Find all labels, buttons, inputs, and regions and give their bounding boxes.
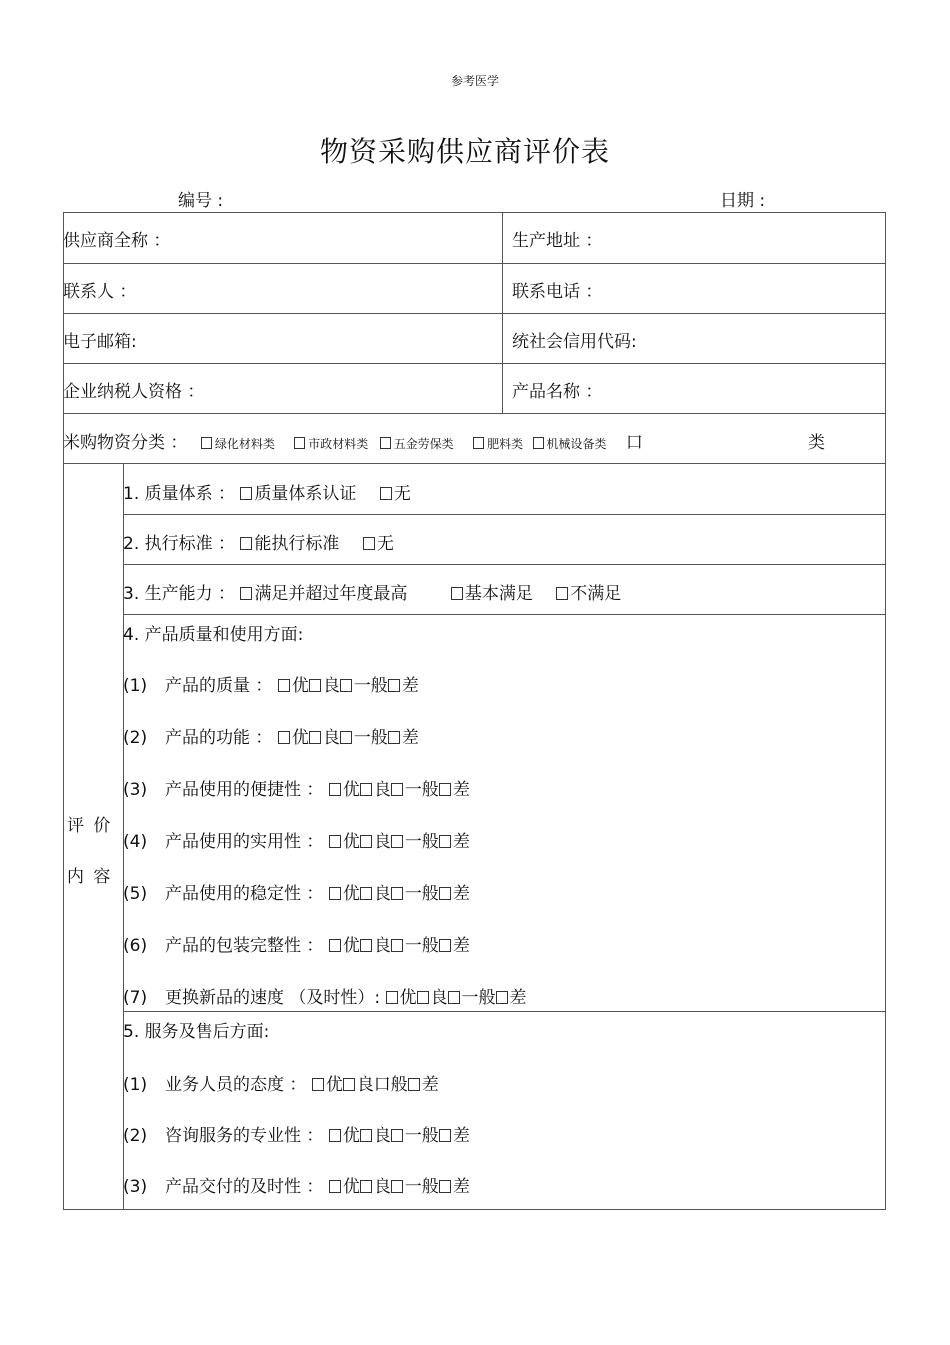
checkbox-icon[interactable]	[439, 1180, 451, 1193]
q5-item: (1) 业务人员的态度 ： 优 良口般 差	[123, 1075, 439, 1095]
credit-code-field[interactable]: 统社会信用代码:	[512, 332, 637, 352]
execution-standard-row: 2. 执行标准 ： 能执行标准 无	[123, 534, 394, 554]
q5-heading: 5. 服务及售后方面:	[123, 1022, 270, 1042]
grade-option[interactable]: 优	[312, 1075, 343, 1095]
production-capacity-option[interactable]: 基本满足	[451, 584, 533, 604]
checkbox-icon[interactable]	[391, 783, 403, 796]
grade-option[interactable]: 良	[360, 780, 391, 800]
grade-option[interactable]: 优	[329, 832, 360, 852]
grade-option[interactable]: 一般	[391, 936, 439, 956]
quality-system-option[interactable]: 质量体系认证	[240, 484, 356, 504]
grade-option[interactable]: 差	[388, 676, 419, 696]
category-row	[63, 428, 643, 453]
grade-option[interactable]: 良	[309, 676, 340, 696]
q4-item: (2) 产品的功能 ： 优 良 一般 差	[123, 728, 419, 748]
checkbox-icon[interactable]	[556, 587, 568, 600]
checkbox-icon[interactable]	[360, 783, 372, 796]
checkbox-icon[interactable]	[312, 1078, 324, 1091]
grade-option[interactable]: 一般	[448, 988, 496, 1008]
checkbox-icon[interactable]	[240, 487, 252, 500]
checkbox-icon[interactable]	[388, 731, 400, 744]
number-label: 编号 :	[178, 191, 224, 211]
checkbox-icon[interactable]	[340, 731, 352, 744]
grade-option[interactable]: 良	[360, 884, 391, 904]
contact-person-field[interactable]: 联系人 ：	[63, 282, 137, 302]
checkbox-icon[interactable]	[391, 887, 403, 900]
checkbox-icon[interactable]	[391, 939, 403, 952]
q5-item: (2) 咨询服务的专业性 ： 优 良 一般 差	[123, 1126, 470, 1146]
checkbox-icon[interactable]	[329, 1129, 341, 1142]
q4-item: (1) 产品的质量 ： 优 良 一般 差	[123, 676, 419, 696]
checkbox-icon[interactable]	[329, 1180, 341, 1193]
checkbox-icon[interactable]	[360, 887, 372, 900]
grade-option[interactable]: 优	[329, 936, 360, 956]
grade-option[interactable]: 优	[329, 1177, 360, 1197]
q4-item: (4) 产品使用的实用性 ： 优 良 一般 差	[123, 832, 470, 852]
checkbox-icon[interactable]	[329, 783, 341, 796]
date-label: 日期 :	[720, 191, 766, 211]
grade-option[interactable]: 良	[309, 728, 340, 748]
checkbox-icon[interactable]	[360, 835, 372, 848]
q5-item: (3) 产品交付的及时性 ： 优 良 一般 差	[123, 1177, 470, 1197]
grade-option[interactable]: 优	[329, 1126, 360, 1146]
grade-option[interactable]: 差	[408, 1075, 439, 1095]
grade-option[interactable]: 一般	[391, 884, 439, 904]
eval-label-line2: 内 容	[67, 867, 113, 887]
grade-option[interactable]: 优	[386, 988, 417, 1008]
grade-option[interactable]: 差	[439, 832, 470, 852]
checkbox-icon[interactable]	[439, 783, 451, 796]
quality-system-row: 1. 质量体系 ： 质量体系认证 无	[123, 484, 411, 504]
checkbox-icon[interactable]	[240, 537, 252, 550]
category-label: 米购物资分类 ：	[63, 433, 188, 453]
quality-system-option[interactable]: 无	[380, 484, 411, 504]
checkbox-icon[interactable]	[439, 939, 451, 952]
checkbox-icon[interactable]	[340, 679, 352, 692]
contact-phone-field[interactable]: 联系电话 ：	[512, 282, 603, 302]
production-capacity-option[interactable]: 不满足	[556, 584, 621, 604]
grade-option[interactable]: 一般	[340, 728, 388, 748]
checkbox-icon[interactable]	[360, 939, 372, 952]
grade-option[interactable]: 差	[439, 1126, 470, 1146]
checkbox-icon[interactable]	[360, 1129, 372, 1142]
checkbox-icon[interactable]	[363, 537, 375, 550]
grade-option[interactable]: 差	[388, 728, 419, 748]
checkbox-icon[interactable]	[329, 835, 341, 848]
q4-item: (6) 产品的包装完整性 ： 优 良 一般 差	[123, 936, 470, 956]
checkbox-icon[interactable]	[391, 1180, 403, 1193]
execution-standard-option[interactable]: 无	[363, 534, 394, 554]
product-name-field[interactable]: 产品名称 ：	[512, 382, 603, 402]
grade-option[interactable]: 优	[278, 676, 309, 696]
category-option[interactable]: 机械设备类	[533, 437, 607, 451]
grade-option[interactable]: 良	[360, 1126, 391, 1146]
grade-option[interactable]: 一般	[391, 832, 439, 852]
grade-option[interactable]: 优	[329, 884, 360, 904]
grade-option[interactable]: 一般	[340, 676, 388, 696]
category-option[interactable]: 绿化材料类	[201, 437, 275, 451]
q4-item: (7) 更换新品的速度 （及时性）: 优 良 一般 差	[123, 988, 527, 1008]
checkbox-icon[interactable]	[278, 731, 290, 744]
grade-option[interactable]: 一般	[391, 780, 439, 800]
grade-option[interactable]: 良口般	[343, 1075, 408, 1095]
checkbox-icon[interactable]	[309, 679, 321, 692]
production-capacity-row: 3. 生产能力 ： 满足并超过年度最高 基本满足 不满足	[123, 584, 622, 604]
grade-option[interactable]: 差	[439, 780, 470, 800]
checkbox-icon[interactable]	[439, 835, 451, 848]
checkbox-icon[interactable]	[417, 991, 429, 1004]
checkbox-icon[interactable]	[380, 437, 391, 449]
checkbox-icon[interactable]	[408, 1078, 420, 1091]
category-other-mark[interactable]: 口	[625, 433, 643, 453]
category-option[interactable]: 市政材料类	[294, 437, 368, 451]
grade-option[interactable]: 良	[417, 988, 448, 1008]
q4-item: (5) 产品使用的稳定性 ： 优 良 一般 差	[123, 884, 470, 904]
grade-option[interactable]: 差	[439, 884, 470, 904]
page-title: 物资采购供应商评价表	[319, 135, 610, 168]
checkbox-icon[interactable]	[329, 939, 341, 952]
grade-option[interactable]: 差	[496, 988, 527, 1008]
checkbox-icon[interactable]	[329, 887, 341, 900]
checkbox-icon[interactable]	[391, 1129, 403, 1142]
checkbox-icon[interactable]	[360, 1180, 372, 1193]
checkbox-icon[interactable]	[533, 437, 544, 449]
q4-item: (3) 产品使用的便捷性 ： 优 良 一般 差	[123, 780, 470, 800]
production-address-field[interactable]: 生产地址 ：	[512, 231, 603, 251]
checkbox-icon[interactable]	[386, 991, 398, 1004]
taxpayer-qualification-field[interactable]: 企业纳税人资格 ：	[63, 382, 205, 402]
grade-option[interactable]: 良	[360, 832, 391, 852]
checkbox-icon[interactable]	[439, 1129, 451, 1142]
supplier-name-field[interactable]: 供应商全称 ：	[63, 231, 171, 251]
q4-heading: 4. 产品质量和使用方面:	[123, 625, 304, 645]
checkbox-icon[interactable]	[448, 991, 460, 1004]
checkbox-icon[interactable]	[391, 835, 403, 848]
checkbox-icon[interactable]	[278, 679, 290, 692]
eval-label-line1: 评 价	[67, 816, 113, 836]
checkbox-icon[interactable]	[201, 437, 212, 449]
grade-option[interactable]: 一般	[391, 1177, 439, 1197]
checkbox-icon[interactable]	[240, 587, 252, 600]
category-option[interactable]: 五金劳保类	[380, 437, 454, 451]
email-field[interactable]: 电子邮箱:	[63, 332, 137, 352]
checkbox-icon[interactable]	[309, 731, 321, 744]
grade-option[interactable]: 优	[329, 780, 360, 800]
production-capacity-option[interactable]: 满足并超过年度最高	[240, 584, 407, 604]
checkbox-icon[interactable]	[388, 679, 400, 692]
checkbox-icon[interactable]	[473, 437, 484, 449]
evaluation-table	[63, 212, 886, 1210]
checkbox-icon[interactable]	[294, 437, 305, 449]
grade-option[interactable]: 一般	[391, 1126, 439, 1146]
grade-option[interactable]: 差	[439, 936, 470, 956]
header-note: 参考医学	[450, 74, 499, 88]
category-option[interactable]: 肥料类	[473, 437, 523, 451]
checkbox-icon[interactable]	[439, 887, 451, 900]
execution-standard-option[interactable]: 能执行标准	[240, 534, 339, 554]
grade-option[interactable]: 优	[278, 728, 309, 748]
category-suffix: 类	[808, 433, 825, 453]
checkbox-icon[interactable]	[451, 587, 463, 600]
checkbox-icon[interactable]	[496, 991, 508, 1004]
grade-option[interactable]: 差	[439, 1177, 470, 1197]
checkbox-icon[interactable]	[343, 1078, 355, 1091]
grade-option[interactable]: 良	[360, 1177, 391, 1197]
grade-option[interactable]: 良	[360, 936, 391, 956]
checkbox-icon[interactable]	[380, 487, 392, 500]
